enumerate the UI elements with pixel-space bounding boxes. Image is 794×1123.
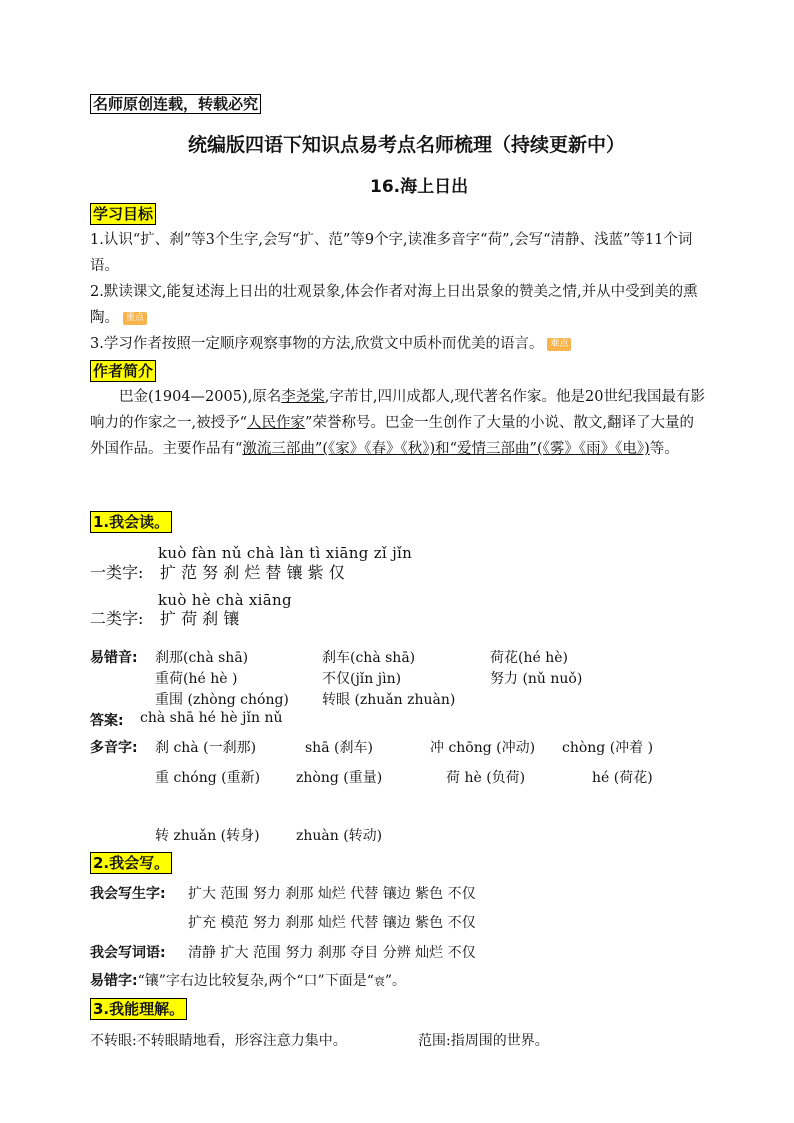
easy-r2c1: 重荷(hé hè ) [155, 671, 238, 687]
poly-r2c3: 荷 hè (负荷) [446, 770, 526, 786]
read-heading: 1.我会读。 [90, 511, 172, 533]
write-chars-label: 我会写生字: [90, 886, 166, 902]
goal-item-2-text: 2.默读课文,能复述海上日出的壮观景象,体会作者对海上日出景象的赞美之情,并从中受到美的熏陶。 [90, 284, 698, 326]
author-heading: 作者简介 [90, 360, 156, 382]
poly-r3c1: 转 zhuǎn (转身) [155, 828, 260, 844]
poly-r2c4: hé (荷花) [592, 770, 653, 786]
easy-r1c2: 刹车(chà shā) [322, 650, 416, 666]
write-error-line [90, 970, 406, 990]
write-chars-row1: 扩大 范围 努力 刹那 灿烂 代替 镶边 紫色 不仅 [188, 886, 476, 902]
poly-r2c1: 重 chóng (重新) [155, 770, 261, 786]
class2-label: 二类字: [90, 609, 144, 628]
easy-r1c1: 刹那(chà shā) [155, 650, 249, 666]
understand-heading: 3.我能理解。 [90, 998, 187, 1020]
goal-item-3-text: 3.学习作者按照一定顺序观察事物的方法,欣赏文中质朴而优美的语言。 [90, 336, 544, 352]
author-text-2: ,字芾甘,四川成都人,现代著名作家。他是20世纪我国最有影响力的作家之一,被授予“ [90, 389, 706, 431]
class2-chars: 扩 荷 刹 镶 [160, 609, 240, 628]
author-text-1: 巴金(1904—2005),原名 [119, 389, 282, 405]
goal-item-1: 1.认识“扩、刹”等3个生字,会写“扩、范”等9个字,读准多音字“荷”,会写“清静、浅蓝”等11个词语。 [90, 232, 693, 274]
key-point-badge: 重点 [123, 312, 147, 325]
class1-chars: 扩 范 努 刹 烂 替 镶 紫 仅 [160, 563, 345, 582]
write-error-label: 易错字: [90, 973, 138, 989]
answer-label: 答案: [90, 713, 124, 729]
poly-r3c2: zhuàn (转动) [296, 828, 383, 844]
write-words-row: 清静 扩大 范围 努力 刹那 夺目 分辨 灿烂 不仅 [188, 945, 476, 961]
goal-item-2 [90, 279, 706, 331]
author-paragraph [90, 384, 706, 462]
difficulty-badge: 难点 [547, 338, 571, 351]
copyright-notice: 名师原创连载，转载必究 [90, 94, 261, 114]
poly-r1c3: 冲 chōng (冲动) [430, 740, 536, 756]
easy-r1c3: 荷花(hé hè) [490, 650, 568, 666]
easy-r2c3: 努力 (nǔ nuǒ) [490, 671, 583, 687]
write-error-end: ”。 [384, 973, 407, 989]
poly-label: 多音字: [90, 740, 138, 756]
easy-r3c2: 转眼 (zhuǎn zhuàn) [322, 692, 456, 708]
lesson-title: 16.海上日出 [370, 177, 469, 197]
understand-item-1: 不转眼:不转眼睛地看，形容注意力集中。 [90, 1033, 347, 1049]
write-error-text: “镶”字右边比较复杂,两个“口”下面是“ [137, 973, 374, 989]
page-title: 统编版四语下知识点易考点名师梳理（持续更新中） [188, 134, 626, 156]
author-works: 激流三部曲”(《家》《春》《秋》)和“爱情三部曲”(《雾》《雨》《电》) [242, 441, 650, 457]
class1-pinyin: kuò fàn nǔ chà làn tì xiāng zǐ jǐn [158, 544, 413, 562]
poly-r1c1: 刹 chà (一刹那) [155, 740, 257, 756]
author-honor: 人民作家 [247, 415, 306, 431]
poly-r1c4: chòng (冲着 ) [562, 740, 654, 756]
author-text-3: ”荣誉称号。巴金一生创作了大量的小说、散文,翻译了大量的外国作品。主要作品有“ [90, 415, 695, 457]
write-error-char: 衰 [373, 975, 385, 988]
write-words-label: 我会写词语: [90, 945, 166, 961]
easy-r3c1: 重围 (zhòng chóng) [155, 692, 289, 708]
goals-heading: 学习目标 [90, 203, 156, 225]
answer-text: chà shā hé hè jǐn nǔ [140, 710, 283, 726]
write-chars-row2: 扩充 模范 努力 刹那 灿烂 代替 镶边 紫色 不仅 [188, 915, 476, 931]
understand-item-2: 范围:指周围的世界。 [418, 1033, 549, 1049]
easy-r2c2: 不仅(jǐn jìn) [322, 671, 402, 687]
author-real-name: 李尧棠 [281, 389, 325, 405]
goal-item-3 [90, 331, 706, 357]
write-heading: 2.我会写。 [90, 852, 172, 874]
poly-r1c2: shā (刹车) [305, 740, 373, 756]
class2-pinyin: kuò hè chà xiāng [158, 591, 292, 609]
easy-label: 易错音: [90, 650, 138, 666]
poly-r2c2: zhòng (重量) [296, 770, 383, 786]
author-text-4: 等。 [649, 441, 679, 457]
class1-label: 一类字: [90, 563, 144, 582]
